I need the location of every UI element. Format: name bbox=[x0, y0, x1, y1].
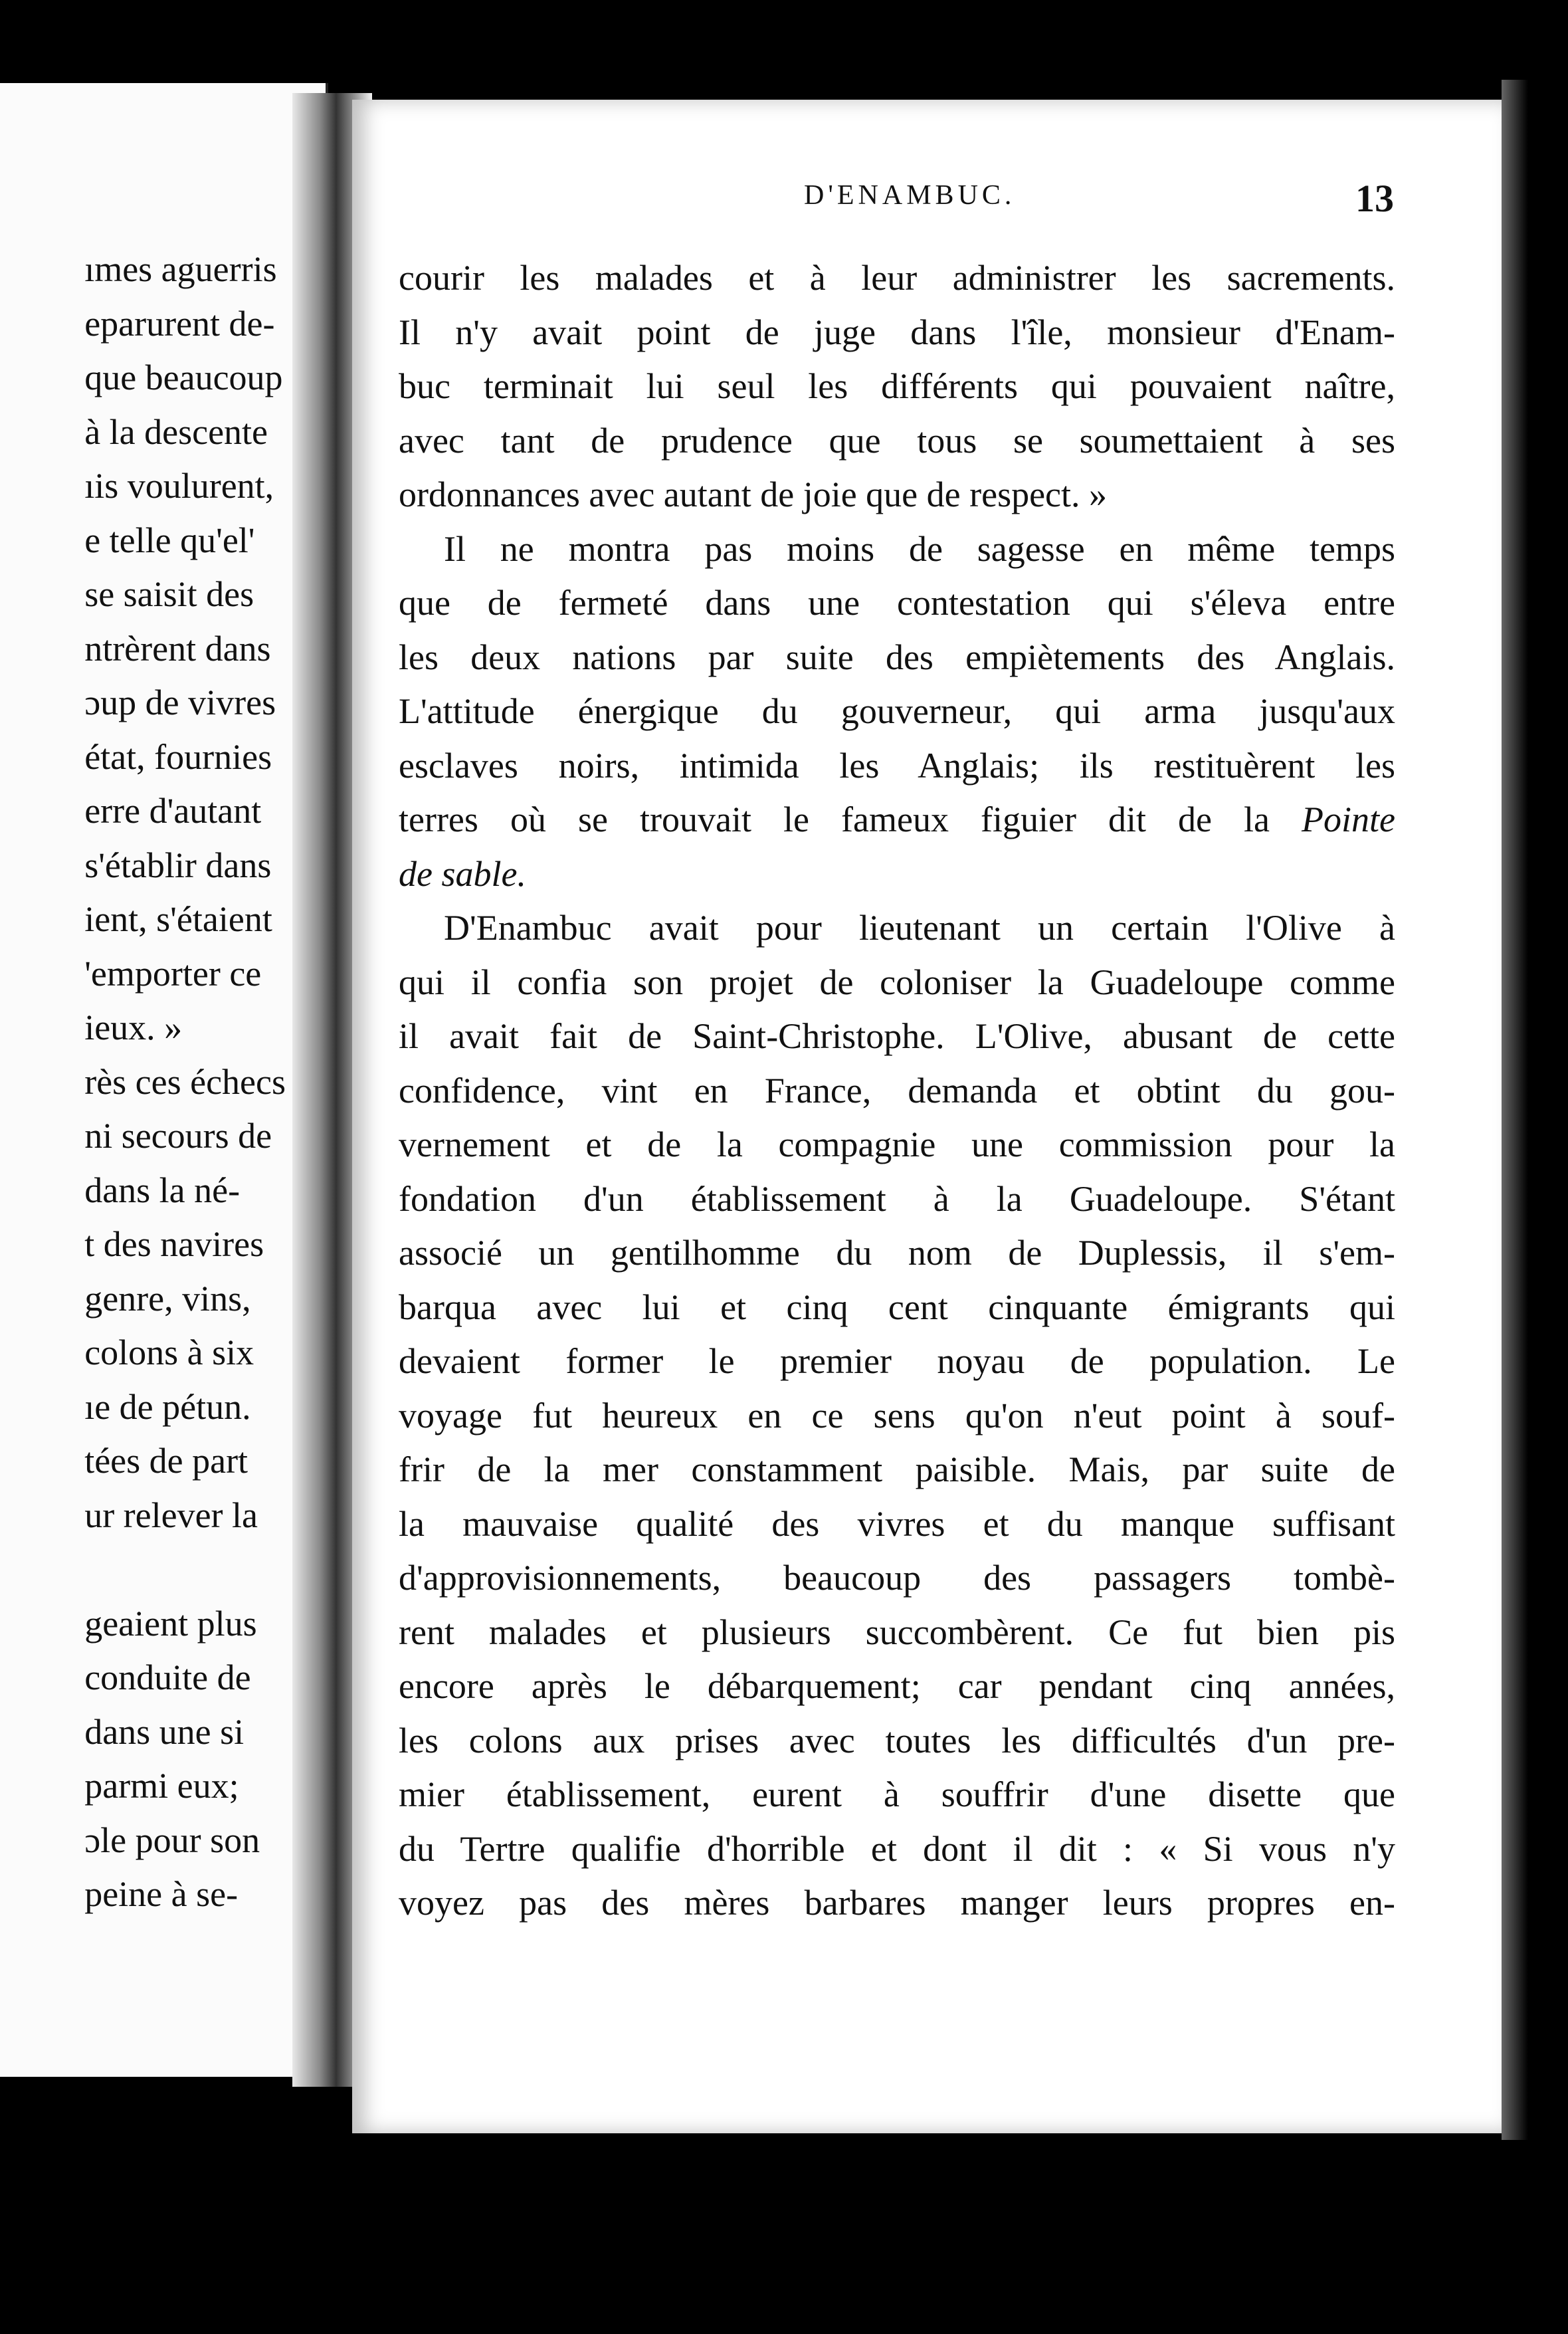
left-page-line: se saisit des bbox=[84, 574, 254, 614]
text-line-content: Il n'y avait point de juge dans l'île, monsieur d'Enam- bbox=[399, 312, 1395, 352]
text-line-content: encore après le débarquement; car pendant cinq années, bbox=[399, 1666, 1395, 1706]
left-page-line: ient, s'étaient bbox=[84, 899, 272, 939]
text-line-content: confidence, vint en France, demanda et obtint du gou- bbox=[399, 1070, 1395, 1111]
text-line bbox=[399, 1714, 1395, 1768]
text-line-content: d'approvisionnements, beaucoup des passagers tombè- bbox=[399, 1558, 1395, 1598]
left-page-line: peine à se- bbox=[84, 1874, 239, 1914]
text-line-content: barqua avec lui et cinq cent cinquante émigrants qui bbox=[399, 1287, 1395, 1327]
left-page-line: dans la né- bbox=[84, 1170, 241, 1210]
text-line bbox=[399, 1606, 1395, 1660]
left-page-line: t des navires bbox=[84, 1224, 264, 1264]
text-line bbox=[399, 901, 1395, 956]
text-line bbox=[399, 1876, 1395, 1931]
text-line bbox=[399, 522, 1395, 577]
text-line-content: courir les malades et à leur administrer les sacrements. bbox=[399, 258, 1395, 298]
left-page-line: s'établir dans bbox=[84, 845, 272, 885]
text-line-content: frir de la mer constamment paisible. Mais, par suite de bbox=[399, 1449, 1395, 1489]
text-line-content: associé un gentilhomme du nom de Duplessis, il s'em- bbox=[399, 1233, 1395, 1273]
text-line-content: mier établissement, eurent à souffrir d'une disette que bbox=[399, 1774, 1395, 1814]
left-page-line: colons à six bbox=[84, 1332, 254, 1372]
left-page-line: ntrèrent dans bbox=[84, 628, 271, 669]
text-line bbox=[399, 739, 1395, 794]
left-page-line: ni secours de bbox=[84, 1116, 272, 1156]
text-line bbox=[399, 1172, 1395, 1227]
text-line bbox=[399, 1334, 1395, 1389]
left-page-line: ıe de pétun. bbox=[84, 1386, 251, 1427]
left-page-line: 'emporter ce bbox=[84, 953, 262, 994]
left-page-line: genre, vins, bbox=[84, 1278, 251, 1319]
left-page-line: ieux. » bbox=[84, 1008, 183, 1047]
text-line bbox=[399, 847, 1395, 902]
text-line-content: buc terminait lui seul les différents qui pouvaient naître, bbox=[399, 366, 1395, 406]
text-line bbox=[399, 1009, 1395, 1064]
left-page-line: conduite de bbox=[84, 1657, 251, 1697]
text-line-content: les colons aux prises avec toutes les difficultés d'un pre- bbox=[399, 1720, 1395, 1760]
text-line-content: rent malades et plusieurs succombèrent. Ce fut bien pis bbox=[399, 1612, 1395, 1652]
left-page-line: que beaucoup bbox=[84, 358, 283, 397]
text-line-content: L'attitude énergique du gouverneur, qui arma jusqu'aux bbox=[399, 691, 1395, 731]
left-page-line: ıis voulurent, bbox=[84, 466, 274, 506]
text-line-content: la mauvaise qualité des vivres et du manque suffisant bbox=[399, 1503, 1395, 1544]
text-line-content: vernement et de la compagnie une commission pour la bbox=[399, 1124, 1395, 1164]
text-line bbox=[399, 1551, 1395, 1606]
text-line-content: du Tertre qualifie d'horrible et dont il dit : « Si vous n'y bbox=[399, 1828, 1395, 1869]
left-page-line: ɔup de vivres bbox=[84, 683, 276, 722]
text-line-content: il avait fait de Saint-Christophe. L'Olive, abusant de cette bbox=[399, 1016, 1395, 1056]
left-page-line: ur relever la bbox=[84, 1495, 258, 1535]
left-page-line: parmi eux; bbox=[84, 1766, 239, 1806]
left-page-line: erre d'autant bbox=[84, 791, 262, 831]
text-line bbox=[399, 306, 1395, 360]
left-page-text bbox=[84, 243, 286, 1922]
left-page-line: e telle qu'el' bbox=[84, 520, 255, 560]
text-line bbox=[399, 360, 1395, 414]
text-line-content: ordonnances avec autant de joie que de respect. » bbox=[399, 475, 1108, 514]
left-page-line: rès ces échecs bbox=[84, 1061, 286, 1102]
text-line bbox=[399, 685, 1395, 739]
text-line-content: qui il confia son projet de coloniser la Guadeloupe comme bbox=[399, 962, 1395, 1002]
text-line-content: esclaves noirs, intimida les Anglais; ils restituèrent les bbox=[399, 745, 1395, 786]
body-text bbox=[399, 251, 1395, 1931]
text-line-content: les deux nations par suite des empiètements des Anglais. bbox=[399, 637, 1395, 677]
text-line-content: D'Enambuc avait pour lieutenant un certain l'Olive à bbox=[444, 908, 1395, 948]
left-page-line: geaient plus bbox=[84, 1603, 257, 1644]
right-page-edge bbox=[1502, 80, 1528, 2140]
text-line bbox=[399, 251, 1395, 306]
left-page-line: tées de part bbox=[84, 1441, 248, 1481]
text-line bbox=[399, 956, 1395, 1010]
text-line bbox=[399, 1659, 1395, 1714]
page-number: 13 bbox=[1355, 177, 1394, 220]
left-page-line: eparurent de- bbox=[84, 303, 275, 344]
text-line bbox=[399, 576, 1395, 631]
text-line bbox=[399, 631, 1395, 685]
text-line bbox=[399, 1389, 1395, 1443]
text-line-content: Il ne montra pas moins de sagesse en même temps bbox=[444, 528, 1395, 569]
text-line-content: fondation d'un établissement à la Guadeloupe. S'étant bbox=[399, 1178, 1395, 1219]
text-line-content: que de fermeté dans une contestation qui s'éleva entre bbox=[399, 583, 1395, 623]
text-line-content: voyage fut heureux en ce sens qu'on n'eut point à souf- bbox=[399, 1395, 1395, 1435]
text-line-content: avec tant de prudence que tous se soumettaient à ses bbox=[399, 420, 1395, 461]
text-line bbox=[399, 1118, 1395, 1172]
text-line bbox=[399, 1443, 1395, 1497]
text-line bbox=[399, 1226, 1395, 1281]
text-line bbox=[399, 1768, 1395, 1822]
running-head: D'ENAMBUC. bbox=[804, 180, 1016, 211]
left-page-line: ımes aguerris bbox=[84, 249, 277, 289]
left-page-line: dans une si bbox=[84, 1711, 245, 1752]
text-line bbox=[399, 414, 1395, 469]
text-line-content: devaient former le premier noyau de population. Le bbox=[399, 1341, 1395, 1381]
left-page-line: ɔle pour son bbox=[84, 1820, 260, 1860]
left-page-line: à la descente bbox=[84, 411, 268, 452]
text-line bbox=[399, 468, 1395, 522]
left-page-line: état, fournies bbox=[84, 736, 272, 777]
text-line bbox=[399, 1281, 1395, 1335]
text-line bbox=[399, 1064, 1395, 1118]
left-page bbox=[0, 83, 328, 2077]
italic-phrase: de sable. bbox=[399, 853, 526, 894]
left-page-line bbox=[84, 1542, 286, 1597]
text-line bbox=[399, 1822, 1395, 1877]
text-line-content: terres où se trouvait le fameux figuier dit de la bbox=[399, 799, 1270, 839]
italic-phrase: Pointe bbox=[1302, 799, 1396, 839]
text-line bbox=[399, 793, 1395, 847]
text-line-content: voyez pas des mères barbares manger leurs propres en- bbox=[399, 1883, 1395, 1923]
text-line bbox=[399, 1497, 1395, 1552]
